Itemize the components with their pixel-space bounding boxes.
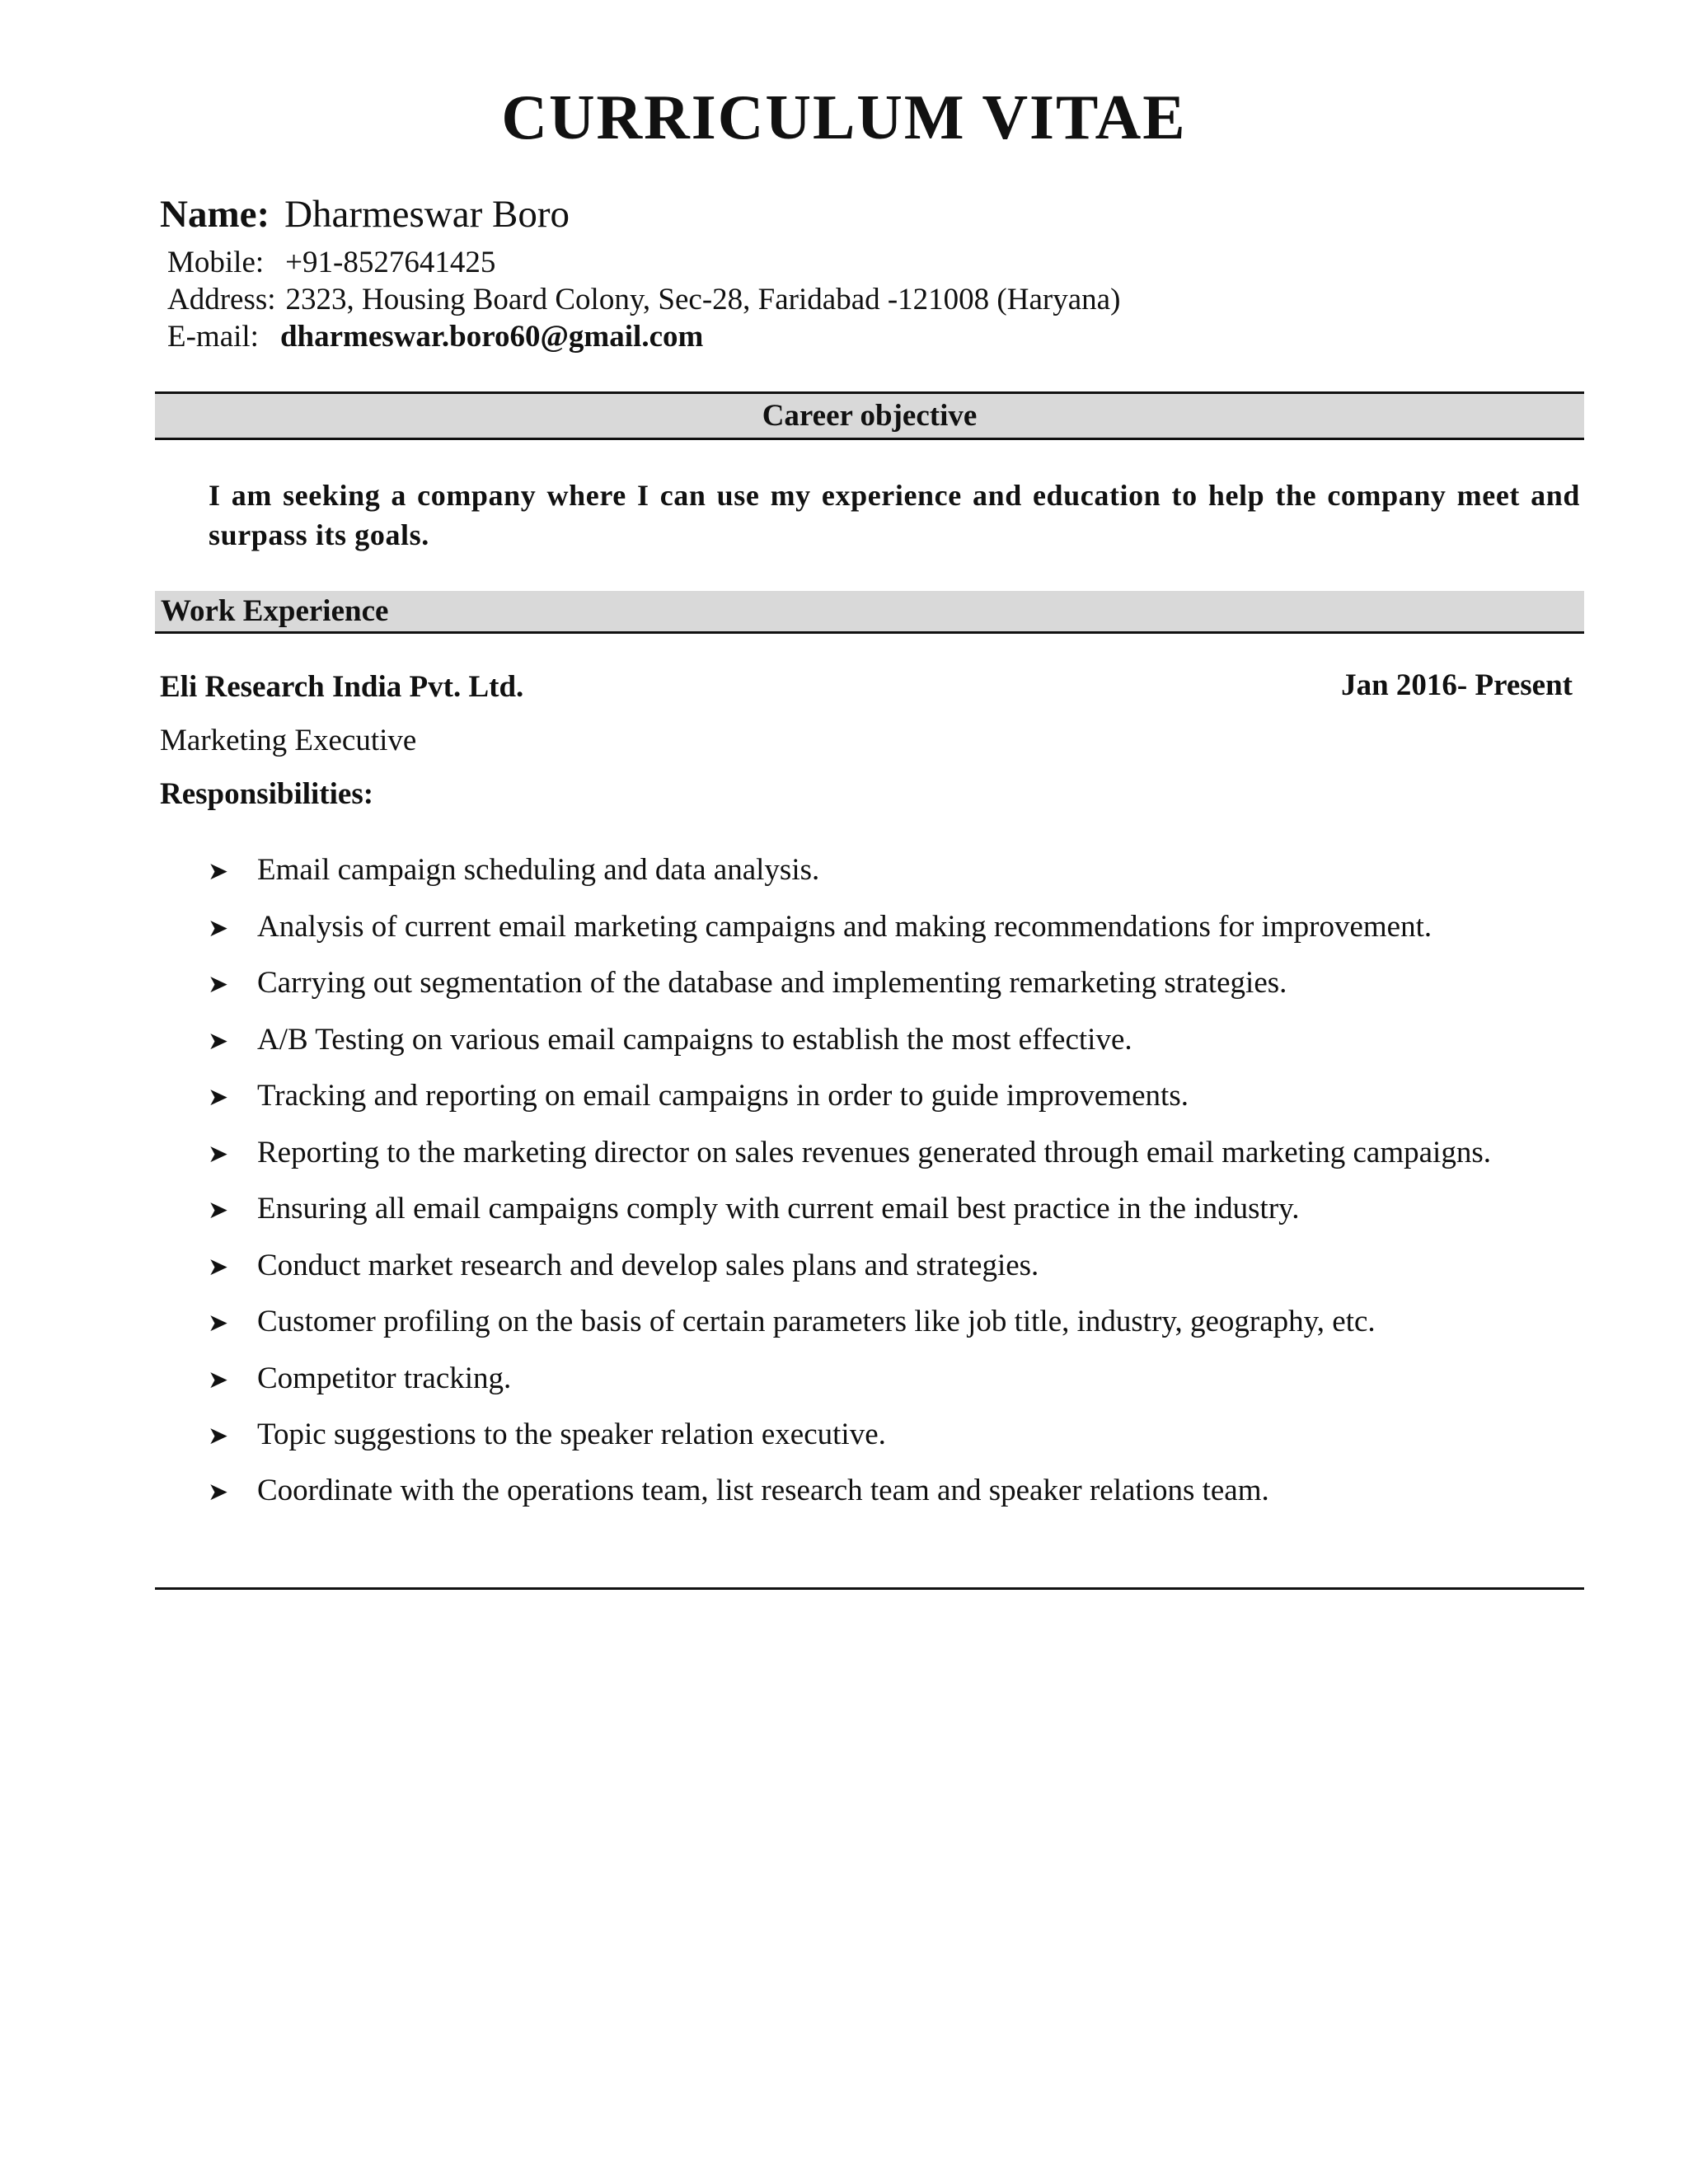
responsibility-text: Reporting to the marketing director on sales revenues generated through email marketing campaigns. <box>257 1136 1491 1169</box>
responsibility-text: Conduct market research and develop sales plans and strategies. <box>257 1249 1039 1282</box>
responsibility-text: Email campaign scheduling and data analysis. <box>257 853 820 887</box>
list-item <box>208 1135 1491 1171</box>
responsibility-text: Competitor tracking. <box>257 1361 512 1395</box>
arrowhead-bullet-icon: ➤ <box>208 1140 229 1169</box>
mobile-label: Mobile: <box>167 246 265 279</box>
responsibilities-heading: Responsibilities: <box>160 777 374 811</box>
arrowhead-bullet-icon: ➤ <box>208 1196 229 1225</box>
address-value: 2323, Housing Board Colony, Sec-28, Faridabad -121008 (Haryana) <box>285 283 1121 316</box>
responsibility-text: Analysis of current email marketing campaigns and making recommendations for improvement. <box>257 910 1432 944</box>
employment-dates: Jan 2016- Present <box>1341 668 1573 702</box>
company-name: Eli Research India Pvt. Ltd. <box>160 670 524 704</box>
mobile-line <box>167 245 495 281</box>
arrowhead-bullet-icon: ➤ <box>208 1366 229 1394</box>
arrowhead-bullet-icon: ➤ <box>208 1309 229 1338</box>
arrowhead-bullet-icon: ➤ <box>208 1478 229 1507</box>
list-item <box>208 1417 886 1453</box>
email-line <box>167 319 703 355</box>
work-experience-heading: Work Experience <box>155 591 1584 634</box>
name-label: Name: <box>160 193 270 236</box>
name-value: Dharmeswar Boro <box>284 193 570 236</box>
list-item <box>208 1304 1376 1340</box>
bottom-divider <box>155 1587 1584 1590</box>
arrowhead-bullet-icon: ➤ <box>208 1253 229 1282</box>
list-item <box>208 1022 1132 1058</box>
email-label: E-mail: <box>167 320 259 354</box>
arrowhead-bullet-icon: ➤ <box>208 1083 229 1112</box>
arrowhead-bullet-icon: ➤ <box>208 1422 229 1451</box>
responsibility-text: Topic suggestions to the speaker relation executive. <box>257 1418 886 1451</box>
list-item <box>208 1191 1300 1227</box>
page-title: CURRICULUM VITAE <box>501 82 1187 152</box>
email-value: dharmeswar.boro60@gmail.com <box>279 320 704 354</box>
job-role: Marketing Executive <box>160 724 417 757</box>
list-item <box>208 1473 1269 1509</box>
career-objective-text: I am seeking a company where I can use my experience and education to help the company meet and surpass its goals. <box>209 479 1580 551</box>
address-label: Address: <box>167 283 276 316</box>
responsibility-text: Coordinate with the operations team, list research team and speaker relations team. <box>257 1474 1269 1507</box>
arrowhead-bullet-icon: ➤ <box>208 914 229 943</box>
mobile-value: +91-8527641425 <box>285 246 496 279</box>
list-item <box>208 909 1432 945</box>
responsibility-text: Carrying out segmentation of the database and implementing remarketing strategies. <box>257 966 1287 1000</box>
list-item <box>208 1248 1039 1284</box>
responsibility-text: Ensuring all email campaigns comply with current email best practice in the industry. <box>257 1192 1300 1226</box>
name-line <box>160 191 570 237</box>
address-line <box>167 282 1120 318</box>
arrowhead-bullet-icon: ➤ <box>208 1027 229 1056</box>
responsibility-text: Customer profiling on the basis of certain parameters like job title, industry, geography, etc. <box>257 1305 1376 1338</box>
list-item <box>208 1361 511 1397</box>
arrowhead-bullet-icon: ➤ <box>208 857 229 886</box>
arrowhead-bullet-icon: ➤ <box>208 970 229 999</box>
responsibility-text: A/B Testing on various email campaigns to establish the most effective. <box>257 1023 1132 1057</box>
career-objective-heading: Career objective <box>155 391 1584 440</box>
list-item <box>208 1078 1189 1114</box>
list-item <box>208 965 1287 1001</box>
responsibility-text: Tracking and reporting on email campaigns in order to guide improvements. <box>257 1079 1189 1113</box>
list-item <box>208 852 819 888</box>
